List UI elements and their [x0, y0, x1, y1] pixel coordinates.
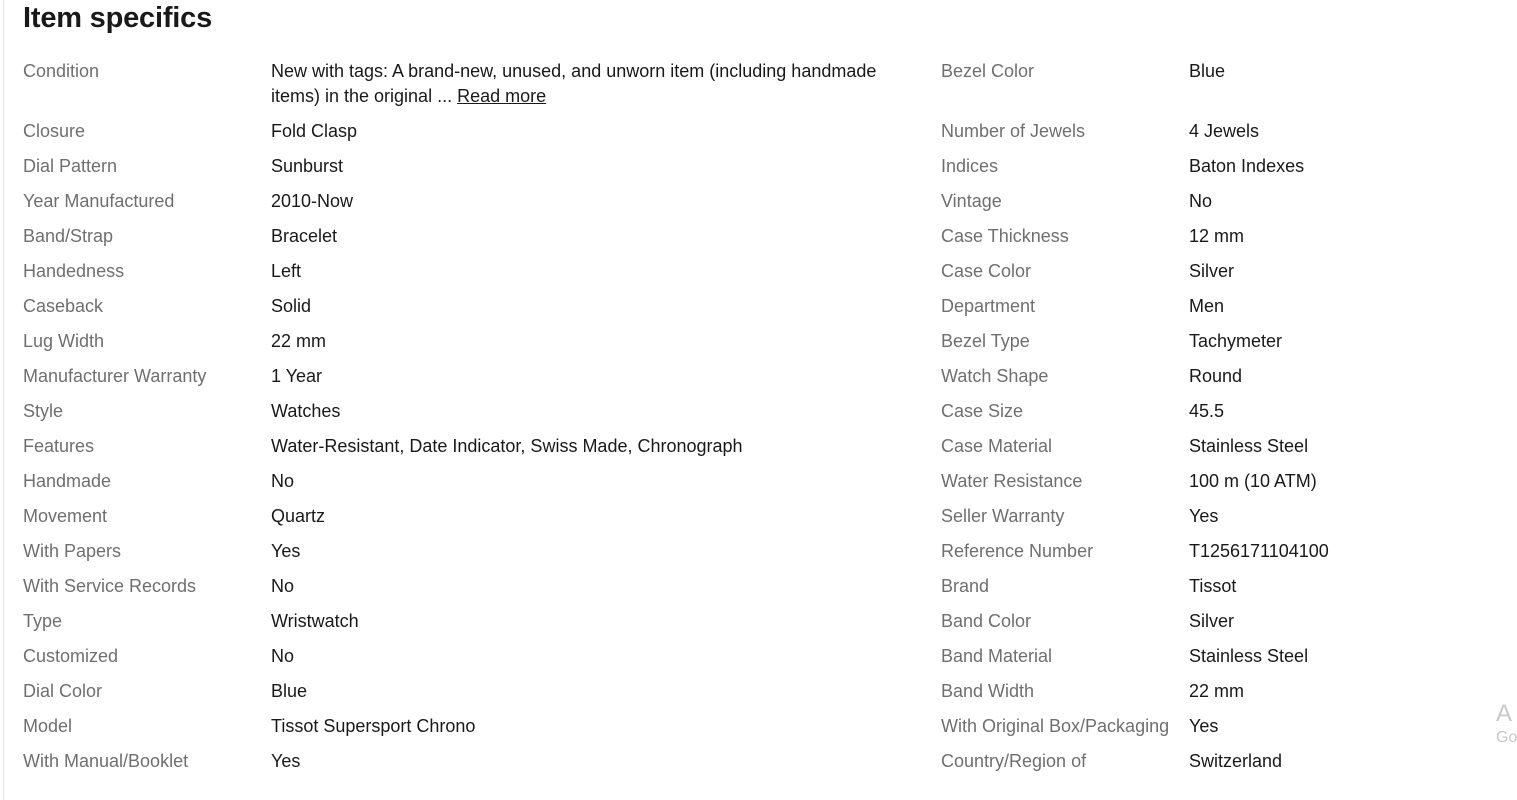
spec-label: Dial Pattern — [23, 156, 118, 176]
side-panel-letter: A — [1496, 700, 1513, 727]
spec-label: Department — [941, 296, 1036, 316]
spec-value: Quartz — [271, 506, 326, 526]
spec-value: T1256171104100 — [1189, 541, 1329, 561]
spec-label: Handedness — [23, 261, 125, 281]
spec-value: Bracelet — [271, 226, 338, 246]
spec-value: Solid — [271, 296, 312, 316]
spec-value: Tissot — [1189, 576, 1237, 596]
spec-label: Country/Region of — [941, 751, 1087, 771]
spec-label: Number of Jewels — [941, 121, 1086, 141]
spec-label: Reference Number — [941, 541, 1094, 561]
spec-label: Caseback — [23, 296, 104, 316]
spec-value: 4 Jewels — [1189, 121, 1260, 141]
spec-value: 45.5 — [1189, 401, 1225, 421]
spec-value: Left — [271, 261, 302, 281]
spec-value: 22 mm — [1189, 681, 1245, 701]
spec-value: Wristwatch — [271, 611, 359, 631]
spec-label: Case Color — [941, 261, 1032, 281]
spec-value: Stainless Steel — [1189, 436, 1309, 456]
spec-value: Watches — [271, 401, 341, 421]
spec-label: Band Color — [941, 611, 1032, 631]
spec-value: Stainless Steel — [1189, 646, 1309, 666]
spec-label: Style — [23, 401, 64, 421]
spec-label: Band/Strap — [23, 226, 114, 246]
spec-value: Sunburst — [271, 156, 344, 176]
spec-label: Bezel Type — [941, 331, 1030, 351]
spec-value: 12 mm — [1189, 226, 1245, 246]
section-title: Item specifics — [23, 2, 213, 34]
spec-value: Fold Clasp — [271, 121, 358, 141]
spec-value: Tissot Supersport Chrono — [271, 716, 476, 736]
spec-value: Men — [1189, 296, 1225, 316]
spec-value: No — [271, 576, 295, 596]
spec-label: Band Width — [941, 681, 1035, 701]
spec-value: Blue — [271, 681, 308, 701]
spec-label: Indices — [941, 156, 999, 176]
spec-label: With Manual/Booklet — [23, 751, 189, 771]
read-more-link[interactable]: Read more — [457, 86, 547, 106]
spec-label: Vintage — [941, 191, 1002, 211]
spec-value: Yes — [271, 541, 301, 561]
spec-value: No — [1189, 191, 1213, 211]
spec-label: Model — [23, 716, 73, 736]
spec-label: Brand — [941, 576, 990, 596]
spec-label: Manufacturer Warranty — [23, 366, 207, 386]
spec-label: Dial Color — [23, 681, 103, 701]
spec-label: Features — [23, 436, 95, 456]
side-panel-clipped — [1496, 700, 1517, 748]
spec-value: Baton Indexes — [1189, 156, 1305, 176]
spec-label-condition: Condition — [23, 61, 100, 81]
spec-value: Yes — [1189, 506, 1219, 526]
spec-value: 2010-Now — [271, 191, 354, 211]
spec-value: Water-Resistant, Date Indicator, Swiss Made, Chronograph — [271, 436, 743, 456]
spec-label-bezel-color: Bezel Color — [941, 61, 1035, 81]
spec-label: Band Material — [941, 646, 1053, 666]
item-specifics-grid — [23, 59, 1493, 784]
spec-label: Watch Shape — [941, 366, 1049, 386]
spec-value: Yes — [1189, 716, 1219, 736]
spec-value: Round — [1189, 366, 1243, 386]
spec-label: Movement — [23, 506, 108, 526]
spec-label: With Papers — [23, 541, 122, 561]
spec-value: No — [271, 646, 295, 666]
spec-value: Yes — [271, 751, 301, 771]
side-panel-sub: Go — [1496, 729, 1517, 746]
spec-value: 100 m (10 ATM) — [1189, 471, 1317, 491]
spec-value-bezel-color: Blue — [1189, 61, 1226, 81]
spec-label: Type — [23, 611, 63, 631]
spec-label: Case Material — [941, 436, 1053, 456]
spec-label: Year Manufactured — [23, 191, 175, 211]
spec-value: Silver — [1189, 261, 1235, 281]
spec-label: With Original Box/Packaging — [941, 716, 1170, 736]
spec-label: Case Thickness — [941, 226, 1069, 246]
spec-label: Water Resistance — [941, 471, 1083, 491]
spec-label: Closure — [23, 121, 86, 141]
spec-value: Tachymeter — [1189, 331, 1283, 351]
condition-description: New with tags: A brand-new, unused, and unworn item (including handmade items) in the original ... — [271, 61, 877, 106]
spec-label: Case Size — [941, 401, 1024, 421]
spec-value: Switzerland — [1189, 751, 1283, 771]
spec-value: Silver — [1189, 611, 1235, 631]
spec-label: Lug Width — [23, 331, 105, 351]
spec-value-condition — [271, 59, 941, 119]
spec-label: With Service Records — [23, 576, 197, 596]
spec-label: Seller Warranty — [941, 506, 1065, 526]
spec-label: Handmade — [23, 471, 112, 491]
spec-label: Customized — [23, 646, 119, 666]
spec-value: 22 mm — [271, 331, 327, 351]
spec-value: No — [271, 471, 295, 491]
left-divider — [3, 0, 4, 800]
spec-value: 1 Year — [271, 366, 323, 386]
